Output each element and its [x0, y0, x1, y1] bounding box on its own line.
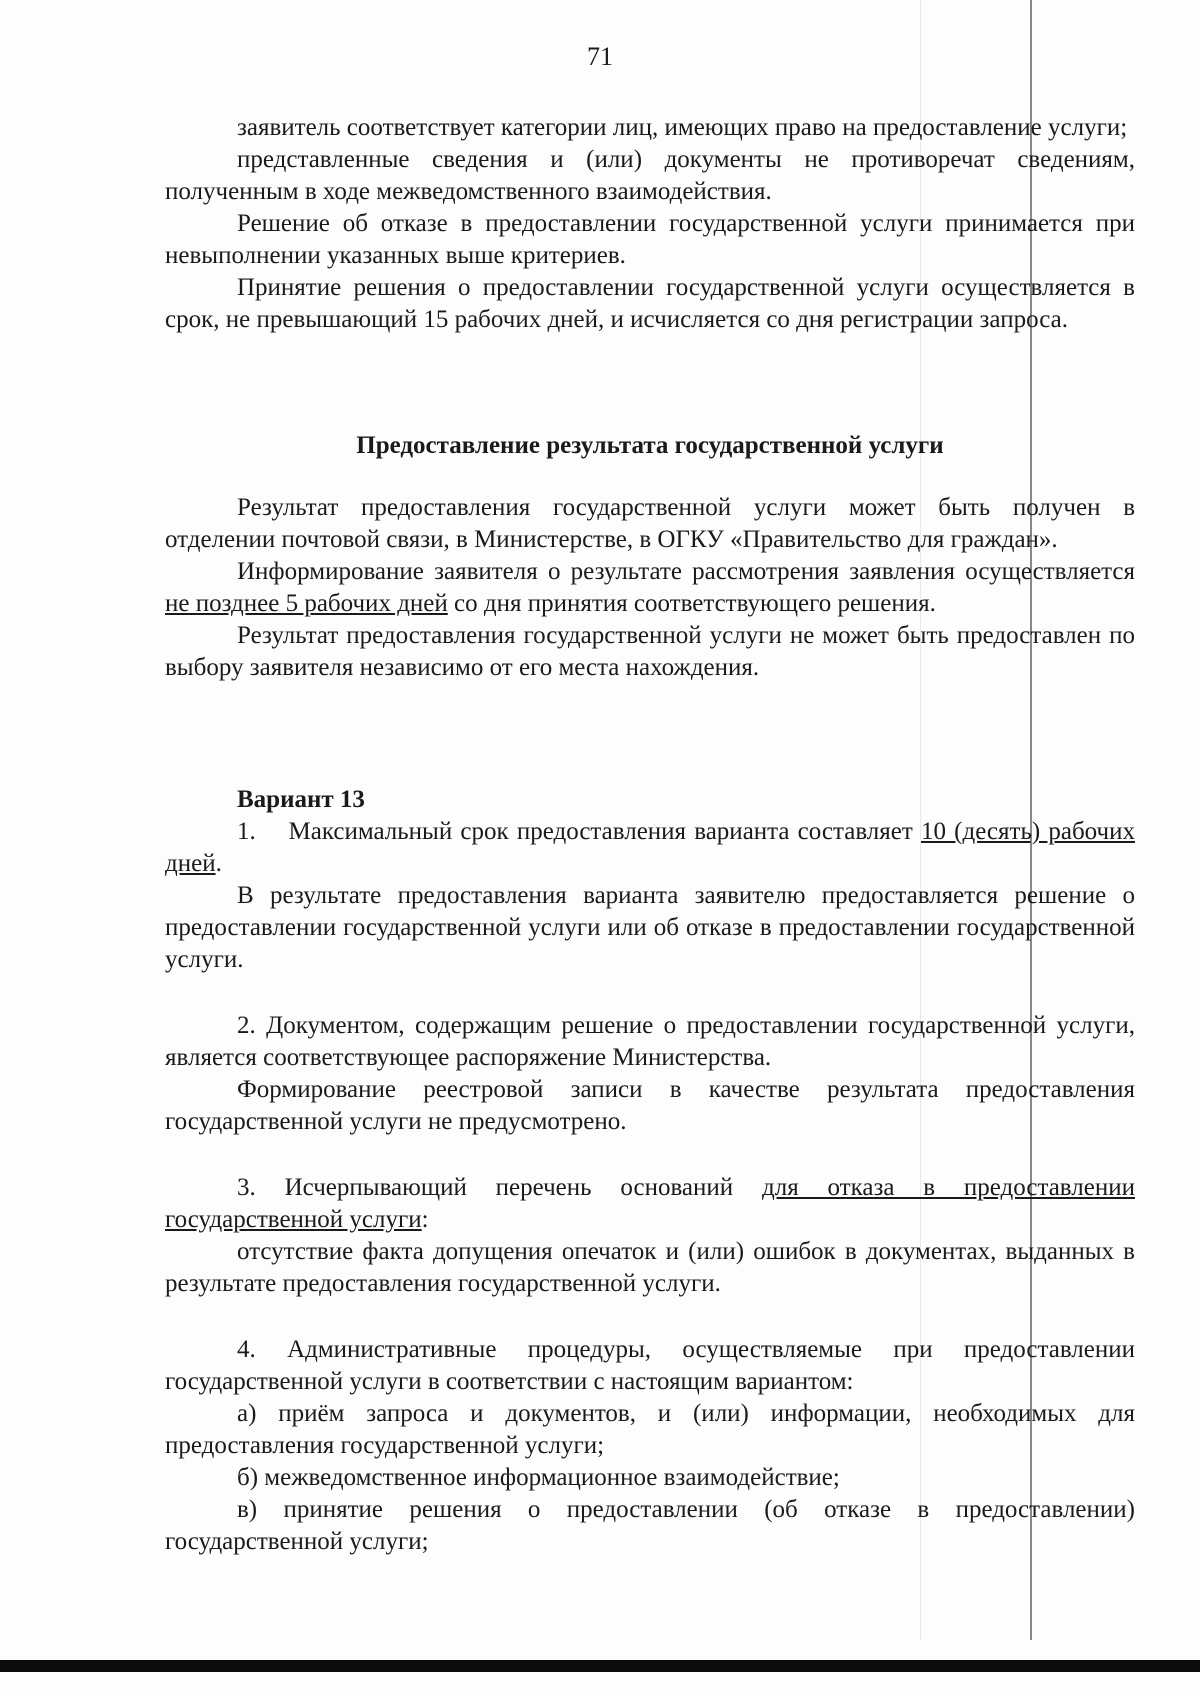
paragraph: Решение об отказе в предоставлении государственной услуги принимается при невыполнении указанных выше критериев.: [165, 210, 1135, 269]
paragraph: Результат предоставления государственной услуги может быть получен в отделении почтовой связи, в Министерстве, в ОГКУ «Правительство для граждан».: [165, 494, 1135, 553]
paragraph: 2. Документом, содержащим решение о предоставлении государственной услуги, является соответствующее распоряжение Министерства.: [165, 1012, 1135, 1071]
paragraph: Принятие решения о предоставлении государственной услуги осуществляется в срок, не превышающий 15 рабочих дней, и исчисляется со дня регистрации запроса.: [165, 274, 1135, 333]
paragraph: представленные сведения и (или) документы не противоречат сведениям, полученным в ходе межведомственного взаимодействия.: [165, 146, 1135, 205]
paragraph: заявитель соответствует категории лиц, имеющих право на предоставление услуги;: [237, 114, 1128, 141]
underlined-text: для отказа в предоставлении государственной услуги: [165, 1174, 1135, 1233]
section-heading: Предоставление результата государственной услуги: [356, 432, 944, 459]
paragraph: 3. Исчерпывающий перечень оснований для отказа в предоставлении государственной услуги:: [165, 1174, 1135, 1233]
underlined-text: не позднее 5 рабочих дней: [165, 590, 448, 617]
section-eligibility: [165, 112, 1135, 336]
underlined-text: 10 (десять) рабочих дней: [165, 818, 1135, 877]
paragraph: 4. Административные процедуры, осуществляемые при предоставлении государственной услуги в соответствии с настоящим вариантом:: [165, 1336, 1135, 1395]
variant-title: Вариант 13: [237, 786, 365, 813]
section-result: [165, 430, 1135, 684]
paragraph: Формирование реестровой записи в качестве результата предоставления государственной услуги не предусмотрено.: [165, 1076, 1135, 1135]
list-item: в) принятие решения о предоставлении (об отказе в предоставлении) государственной услуги;: [165, 1496, 1135, 1555]
list-item: а) приём запроса и документов, и (или) информации, необходимых для предоставления государственной услуги;: [165, 1400, 1135, 1459]
list-item: б) межведомственное информационное взаимодействие;: [237, 1464, 840, 1491]
scan-bottom-border: [0, 1660, 1200, 1672]
paragraph: В результате предоставления варианта заявителю предоставляется решение о предоставлении государственной услуги или об отказе в предоставлении государственной услуги.: [165, 882, 1135, 973]
section-variant: [165, 784, 1135, 1558]
paragraph: Информирование заявителя о результате рассмотрения заявления осуществляется не позднее 5 рабочих дней со дня принятия соответствующего решения.: [165, 558, 1135, 617]
paragraph: отсутствие факта допущения опечаток и (или) ошибок в документах, выданных в результате предоставления государственной услуги.: [165, 1238, 1135, 1297]
paragraph: Результат предоставления государственной услуги не может быть предоставлен по выбору заявителя независимо от его места нахождения.: [165, 622, 1135, 681]
paragraph: 1. Максимальный срок предоставления варианта составляет 10 (десять) рабочих дней.: [165, 818, 1135, 877]
page-number: 71: [587, 42, 613, 71]
